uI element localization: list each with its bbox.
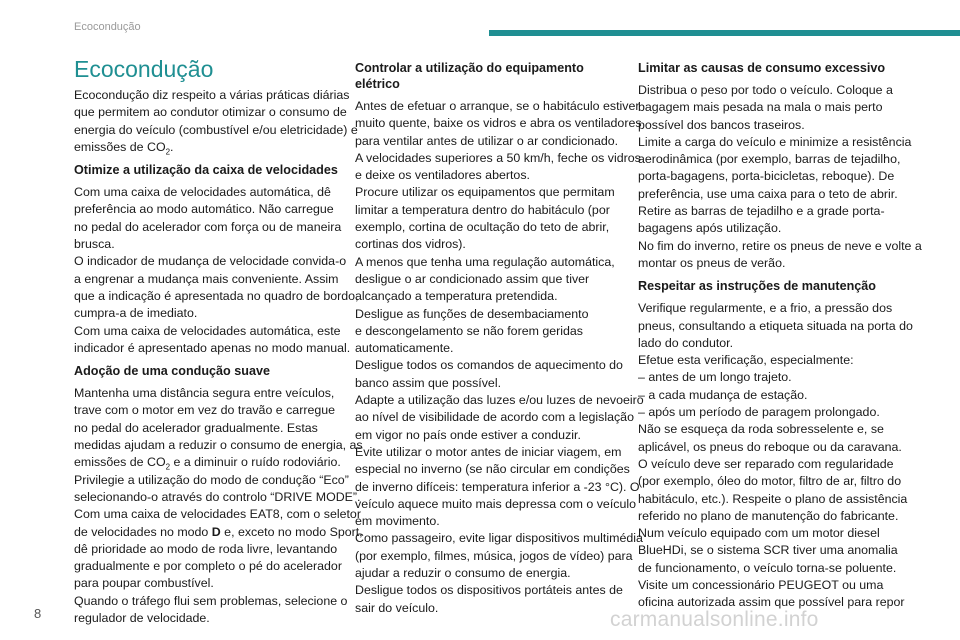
text-line: aplicável, os pneus do reboque ou da caravana. xyxy=(638,439,902,454)
column-left xyxy=(74,56,363,633)
excessive-consumption-paragraph xyxy=(638,82,922,272)
maintenance-paragraph xyxy=(638,300,913,611)
text-line: em vigor no país onde estiver a conduzir. xyxy=(355,427,581,442)
intro-line: Ecocondução diz respeito a várias práticas diárias xyxy=(74,88,350,102)
text-line: sair do veículo. xyxy=(355,600,439,615)
text-line: porta-bagagens, porta-bicicletas, reboque). De xyxy=(638,169,895,184)
text-line: Privilegie a utilização do modo de condução “Eco” xyxy=(74,472,349,487)
text-line: preferência ao modo automático. Não carregue xyxy=(74,202,334,217)
text-line: Mantenha uma distância segura entre veículos, xyxy=(74,386,335,401)
text-line-drive-mode xyxy=(74,524,363,541)
text-line: oficina autorizada assim que possível para repor xyxy=(638,595,905,610)
intro-line: que permitem ao condutor otimizar o consumo de xyxy=(74,105,347,120)
section-heading-electrical-equipment xyxy=(355,60,620,92)
co2-suffix: e a diminuir o ruído rodoviário. xyxy=(170,455,341,470)
running-header: Ecocondução xyxy=(74,21,141,33)
text-line: desligue o ar condicionado assim que tiver xyxy=(355,271,590,286)
text-line: limitar a temperatura dentro do habitáculo (por xyxy=(355,202,610,217)
text-line: banco assim que possível. xyxy=(355,375,502,390)
text-line-co2 xyxy=(74,454,339,471)
text-line: indicador é apresentado apenas no modo manual. xyxy=(74,340,351,355)
intro-line: energia do veículo (combustível e/ou eletricidade) e xyxy=(74,122,358,137)
text-line: lado do condutor. xyxy=(638,335,734,350)
text-line: que a indicação é apresentada no quadro de bordo, xyxy=(74,288,359,303)
text-line: especial no inverno (se não circular em condições xyxy=(355,462,630,477)
text-line: ajudar a reduzir o consumo de energia. xyxy=(355,566,571,581)
text-line: dê prioridade ao modo de roda livre, levantando xyxy=(74,541,338,556)
co2-subscript: 2 xyxy=(165,462,171,472)
text-line: Com uma caixa de velocidades automática, este xyxy=(74,323,341,338)
co2-text: emissões de CO xyxy=(74,455,166,470)
column-right xyxy=(638,60,922,618)
smooth-driving-paragraph xyxy=(74,385,363,627)
text-line: A velocidades superiores a 50 km/h, feche os vidros xyxy=(355,150,641,165)
text-line: BlueHDi, se o sistema SCR tiver uma anomalia xyxy=(638,543,898,558)
text-line: Num veículo equipado com um motor diesel xyxy=(638,526,880,541)
text-line: Desligue todos os dispositivos portáteis antes de xyxy=(355,583,623,598)
text-line: Evite utilizar o motor antes de iniciar viagem, em xyxy=(355,444,622,459)
text-line: e deixe os ventiladores abertos. xyxy=(355,168,530,183)
header-accent-bar xyxy=(489,30,960,36)
text-line: exemplo, cortina de ocultação do teto de abrir, xyxy=(355,220,610,235)
text-line: Como passageiro, evite ligar dispositivos multimédia xyxy=(355,531,643,546)
gearbox-paragraph xyxy=(74,184,359,357)
text-line: cumpra-a de imediato. xyxy=(74,306,198,321)
text-line: bagagem mais pesada na mala o mais perto xyxy=(638,100,883,115)
electrical-equipment-paragraph xyxy=(355,98,644,617)
text-line: de funcionamento, o veículo torna-se poluente. xyxy=(638,560,897,575)
heading-line: Controlar a utilização do equipamento xyxy=(355,61,584,75)
text-line: O veículo deve ser reparado com regularidade xyxy=(638,456,894,471)
text-line: Retire as barras de tejadilho e a grade porta- xyxy=(638,204,885,219)
text-line: para ventilar antes de utilizar o ar condicionado. xyxy=(355,133,619,148)
text-line: de inverno difíceis: temperatura inferior a -23 °C). O xyxy=(355,479,640,494)
text-line: e descongelamento se não forem geridas xyxy=(355,323,583,338)
text-line: muito quente, baixe os vidros e abra os ventiladores xyxy=(355,116,642,131)
text-line: Desligue todos os comandos de aquecimento do xyxy=(355,358,623,373)
text-line: ao nível de visibilidade de acordo com a legislação xyxy=(355,410,634,425)
section-heading-maintenance: Respeitar as instruções de manutenção xyxy=(638,279,876,294)
text-line: cortinas dos vidros). xyxy=(355,237,466,252)
page-title: Ecocondução xyxy=(74,56,214,82)
intro-paragraph xyxy=(74,87,358,157)
co2-subscript: 2 xyxy=(165,147,171,157)
text-line: possível dos bancos traseiros. xyxy=(638,117,805,132)
text-line: Distribua o peso por todo o veículo. Coloque a xyxy=(638,83,893,97)
text-line: referido no plano de manutenção do fabricante. xyxy=(638,508,899,523)
text-line: A menos que tenha uma regulação automática, xyxy=(355,254,615,269)
text-line: no pedal do acelerador gradualmente. Estas xyxy=(74,420,318,435)
text-line: Com uma caixa de velocidades automática, dê xyxy=(74,185,331,200)
section-heading-smooth-driving: Adoção de uma condução suave xyxy=(74,364,270,379)
page-number: 8 xyxy=(34,606,42,621)
co2-text: emissões de CO xyxy=(74,139,166,154)
watermark: carmanualsonline.info xyxy=(610,608,819,631)
text-line: aerodinâmica (por exemplo, barras de tejadilho, xyxy=(638,152,901,167)
text-line: Não se esqueça da roda sobresselente e, se xyxy=(638,422,884,437)
text-line: selecionando-o através do controlo “DRIVE MODE”. xyxy=(74,489,361,504)
mode-text: de velocidades no modo xyxy=(74,524,212,539)
text-line: preferência, use uma caixa para o teto de abrir. xyxy=(638,186,898,201)
text-line: habitáculo, etc.). Respeite o plano de assistência xyxy=(638,491,908,506)
co2-suffix: . xyxy=(170,139,174,154)
heading-line: elétrico xyxy=(355,77,400,91)
text-line: montar os pneus de verão. xyxy=(638,255,786,270)
text-line: em movimento. xyxy=(355,514,440,529)
mode-suffix: e, exceto no modo Sport, xyxy=(220,524,363,539)
text-line: (por exemplo, óleo do motor, filtro de ar, filtro do xyxy=(638,474,902,489)
text-line: O indicador de mudança de velocidade convida-o xyxy=(74,254,347,269)
text-line: medidas ajudam a reduzir o consumo de energia, as xyxy=(74,438,363,453)
mode-letter: D xyxy=(211,524,221,539)
text-line: a engrenar a mudança mais conveniente. Assim xyxy=(74,271,339,286)
text-line: veículo aquece muito mais depressa com o veículo xyxy=(355,496,636,511)
text-line: no pedal do acelerador com força ou de maneira xyxy=(74,219,342,234)
text-line: Verifique regularmente, e a frio, a pressão dos xyxy=(638,301,893,316)
text-line: automaticamente. xyxy=(355,341,454,356)
text-line: Antes de efetuar o arranque, se o habitáculo estiver xyxy=(355,99,640,113)
list-item: – antes de um longo trajeto. xyxy=(638,370,792,385)
text-line: gradualmente e por completo o pé do acelerador xyxy=(74,559,342,574)
text-line: pneus, consultando a etiqueta situada na porta do xyxy=(638,318,913,333)
section-heading-gearbox: Otimize a utilização da caixa de velocidades xyxy=(74,163,338,178)
list-item: – após um período de paragem prolongado. xyxy=(638,405,880,420)
text-line: para poupar combustível. xyxy=(74,576,214,591)
text-line: No fim do inverno, retire os pneus de neve e volte a xyxy=(638,238,922,253)
intro-line-co2 xyxy=(74,139,339,156)
text-line: regulador de velocidade. xyxy=(74,611,210,626)
text-line: Limite a carga do veículo e minimize a resistência xyxy=(638,134,912,149)
text-line: Adapte a utilização das luzes e/ou luzes de nevoeiro xyxy=(355,393,644,408)
text-line: Quando o tráfego flui sem problemas, selecione o xyxy=(74,593,348,608)
text-line: Visite um concessionário PEUGEOT ou uma xyxy=(638,578,884,593)
column-middle xyxy=(355,60,644,623)
text-line: brusca. xyxy=(74,237,115,252)
text-line: trave com o motor em vez do travão e carregue xyxy=(74,403,336,418)
text-line: Efetue esta verificação, especialmente: xyxy=(638,353,854,368)
text-line: alcançado a temperatura pretendida. xyxy=(355,289,558,304)
text-line: Procure utilizar os equipamentos que permitam xyxy=(355,185,615,200)
text-line: bagagens após utilização. xyxy=(638,221,782,236)
section-heading-excessive-consumption: Limitar as causas de consumo excessivo xyxy=(638,61,886,75)
text-line: (por exemplo, filmes, música, jogos de vídeo) para xyxy=(355,548,633,563)
text-line: Desligue as funções de desembaciamento xyxy=(355,306,589,321)
list-item: – a cada mudança de estação. xyxy=(638,387,808,402)
text-line: Com uma caixa de velocidades EAT8, com o seletor xyxy=(74,507,361,522)
